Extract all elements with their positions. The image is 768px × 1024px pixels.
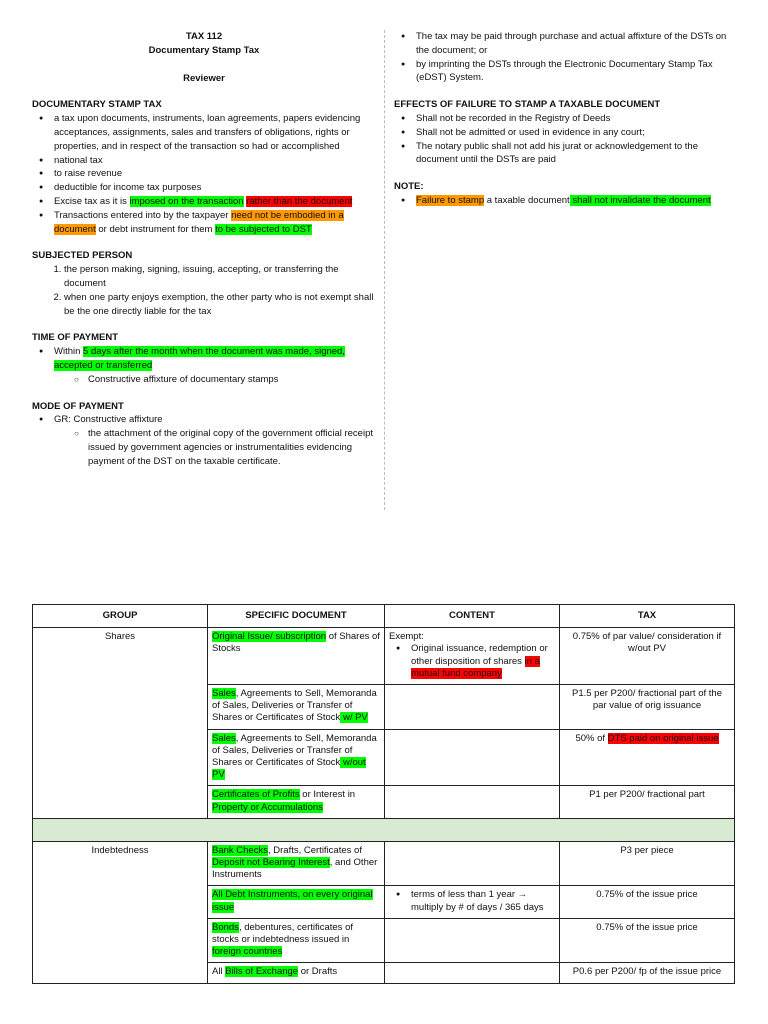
highlight-green: Bills of Exchange [225, 966, 299, 978]
exempt-label: Exempt: [389, 631, 424, 643]
text: or debt instrument for them [95, 223, 216, 235]
highlight-green: imposed on the transaction [129, 195, 244, 207]
note-list [394, 194, 734, 208]
right-column [394, 30, 734, 208]
list-item [411, 643, 555, 680]
doc-title: Documentary Stamp Tax [148, 44, 260, 56]
heading-effects: EFFECTS OF FAILURE TO STAMP A TAXABLE DOCUMENT [394, 99, 661, 111]
heading-subjected: SUBJECTED PERSON [32, 250, 133, 262]
list-item: ○ the attachment of the original copy of the government official receipt issued by government agencies or instrumentalities evidencing payment of the DST on the taxable certificate. [88, 427, 376, 468]
highlight-green: foreign countries [212, 946, 283, 958]
col-header-document: SPECIFIC DOCUMENT [208, 605, 385, 628]
text: , debentures, certificates of stocks or indebtedness issued in [212, 921, 353, 946]
highlight-green: to be subjected to DST [215, 223, 312, 235]
list-item [54, 345, 376, 386]
list-item [54, 413, 376, 468]
list-item: ● deductible for income tax purposes [54, 181, 376, 195]
left-column [32, 30, 376, 469]
table-separator-row [33, 818, 735, 841]
col-header-tax: TAX [560, 605, 735, 628]
cell-content [385, 786, 560, 818]
cell-document [208, 886, 385, 918]
cell-tax: P0.6 per P200/ fp of the issue price [560, 963, 735, 983]
cell-tax: 0.75% of the issue price [560, 886, 735, 918]
text: or Drafts [298, 966, 338, 978]
list-item [54, 195, 376, 209]
table-header-row [33, 605, 735, 628]
highlight-red: rather than the document [246, 195, 353, 207]
highlight-green: Original Issue/ subscription [212, 631, 327, 643]
effects-list [394, 112, 734, 167]
cell-content [385, 729, 560, 786]
cell-document [208, 918, 385, 963]
list-item: ● The tax may be paid through purchase and actual affixture of the DSTs on the document; or [416, 30, 734, 58]
table-row [33, 841, 735, 886]
time-list [32, 345, 376, 386]
highlight-green: 5 days after the month when the document was made, signed, accepted or transferred [54, 346, 345, 371]
list-item: ● Shall not be admitted or used in evidence in any court; [416, 126, 734, 140]
cell-tax: 0.75% of par value/ consideration if w/out PV [560, 628, 735, 685]
text: Original issuance, redemption or other disposition of shares [411, 643, 548, 667]
mode-continued-list [394, 30, 734, 85]
cell-tax: P1.5 per P200/ fractional part of the par value of orig issuance [560, 685, 735, 730]
cell-tax: P3 per piece [560, 841, 735, 886]
highlight-green: Property or Accumulations [212, 801, 323, 813]
cell-content [385, 886, 560, 918]
cell-content [385, 963, 560, 983]
list-item: ● national tax [54, 154, 376, 168]
highlight-green: shall not invalidate the document [569, 194, 711, 206]
heading-dst: DOCUMENTARY STAMP TAX [32, 99, 162, 111]
list-item: ● Shall not be recorded in the Registry of Deeds [416, 112, 734, 126]
text: , Agreements to Sell, Memoranda of Sales, Deliveries or Transfer of Shares or Certificates of Stock [212, 732, 377, 769]
doc-subtitle: Reviewer [183, 72, 225, 84]
text: Excise tax as it is [54, 195, 130, 207]
highlight-green: Sales [212, 732, 236, 744]
highlight-orange: Failure to stamp [416, 194, 485, 206]
cell-document [208, 786, 385, 818]
highlight-green: Bonds [212, 921, 239, 933]
heading-note: NOTE: [394, 181, 424, 193]
highlight-green: w/ PV [340, 712, 368, 724]
text: , Drafts, Certificates of [267, 844, 362, 856]
highlight-green: Sales [212, 688, 236, 700]
highlight-red: in a mutual fund company [411, 655, 540, 679]
list-item: ● to raise revenue [54, 167, 376, 181]
highlight-red: DTS paid on original issue [607, 732, 719, 744]
text: , Agreements to Sell, Memoranda of Sales, Deliveries or Transfer of Shares or Certificates of Stock [212, 688, 377, 724]
text: or Interest in [299, 789, 356, 801]
col-header-content: CONTENT [385, 605, 560, 628]
group-indebtedness: Indebtedness [33, 841, 208, 983]
dst-list [32, 112, 376, 236]
content-list [389, 643, 555, 680]
cell-content [385, 628, 560, 685]
cell-document [208, 841, 385, 886]
list-item: ● by imprinting the DSTs through the Electronic Documentary Stamp Tax (eDST) System. [416, 58, 734, 86]
text: All [212, 966, 226, 978]
doc-code: TAX 112 [185, 31, 223, 42]
cell-tax [560, 729, 735, 786]
heading-time: TIME OF PAYMENT [32, 332, 119, 344]
list-item: ○ Constructive affixture of documentary stamps [88, 373, 376, 387]
text: , and Other Instruments [212, 857, 378, 881]
text: of Shares of Stocks [212, 631, 380, 655]
dst-table [32, 604, 735, 984]
group-shares: Shares [33, 628, 208, 819]
text: a taxable document [484, 194, 570, 206]
list-item: ● a tax upon documents, instruments, loan agreements, papers evidencing acceptances, assignments, sales and transfers of obligations, rights or properties, and in respect of the transaction so had or accomplished [54, 112, 376, 153]
list-item: ● terms of less than 1 year → multiply by # of days / 365 days [411, 889, 555, 913]
list-item [54, 209, 376, 237]
highlight-green: Deposit not Bearing Interest [212, 857, 330, 869]
highlight-green: w/out PV [212, 757, 366, 781]
text: GR: Constructive affixture [54, 414, 163, 426]
content-list [389, 889, 555, 913]
mode-list [32, 413, 376, 468]
separator-cell [33, 818, 735, 841]
list-item: 1. the person making, signing, issuing, accepting, or transferring the document [64, 263, 376, 291]
highlight-green: Certificates of Profits [212, 789, 300, 801]
list-item: 2. when one party enjoys exemption, the other party who is not exempt shall be the one directly liable for the tax [64, 291, 376, 319]
cell-content [385, 918, 560, 963]
cell-document [208, 628, 385, 685]
cell-content [385, 841, 560, 886]
text: Within [54, 346, 84, 358]
cell-content [385, 685, 560, 730]
cell-document [208, 685, 385, 730]
highlight-green: All Debt Instruments, on every original issue [212, 889, 373, 913]
cell-document [208, 963, 385, 983]
cell-tax: 0.75% of the issue price [560, 918, 735, 963]
sub-list [54, 373, 376, 387]
subjected-list [32, 263, 376, 318]
heading-mode: MODE OF PAYMENT [32, 400, 124, 412]
text: Transactions entered into by the taxpayer [54, 209, 232, 221]
highlight-orange: need not be embodied in a document [54, 209, 344, 235]
table-row [33, 628, 735, 685]
list-item [416, 194, 734, 208]
col-header-group: GROUP [33, 605, 208, 628]
list-item: ● The notary public shall not add his jurat or acknowledgement to the document until the DSTs are paid [416, 140, 734, 168]
highlight-green: Bank Checks [212, 844, 268, 856]
column-divider [384, 30, 385, 510]
cell-document [208, 729, 385, 786]
cell-tax: P1 per P200/ fractional part [560, 786, 735, 818]
sub-list [54, 427, 376, 468]
text: 50% of [575, 732, 608, 744]
